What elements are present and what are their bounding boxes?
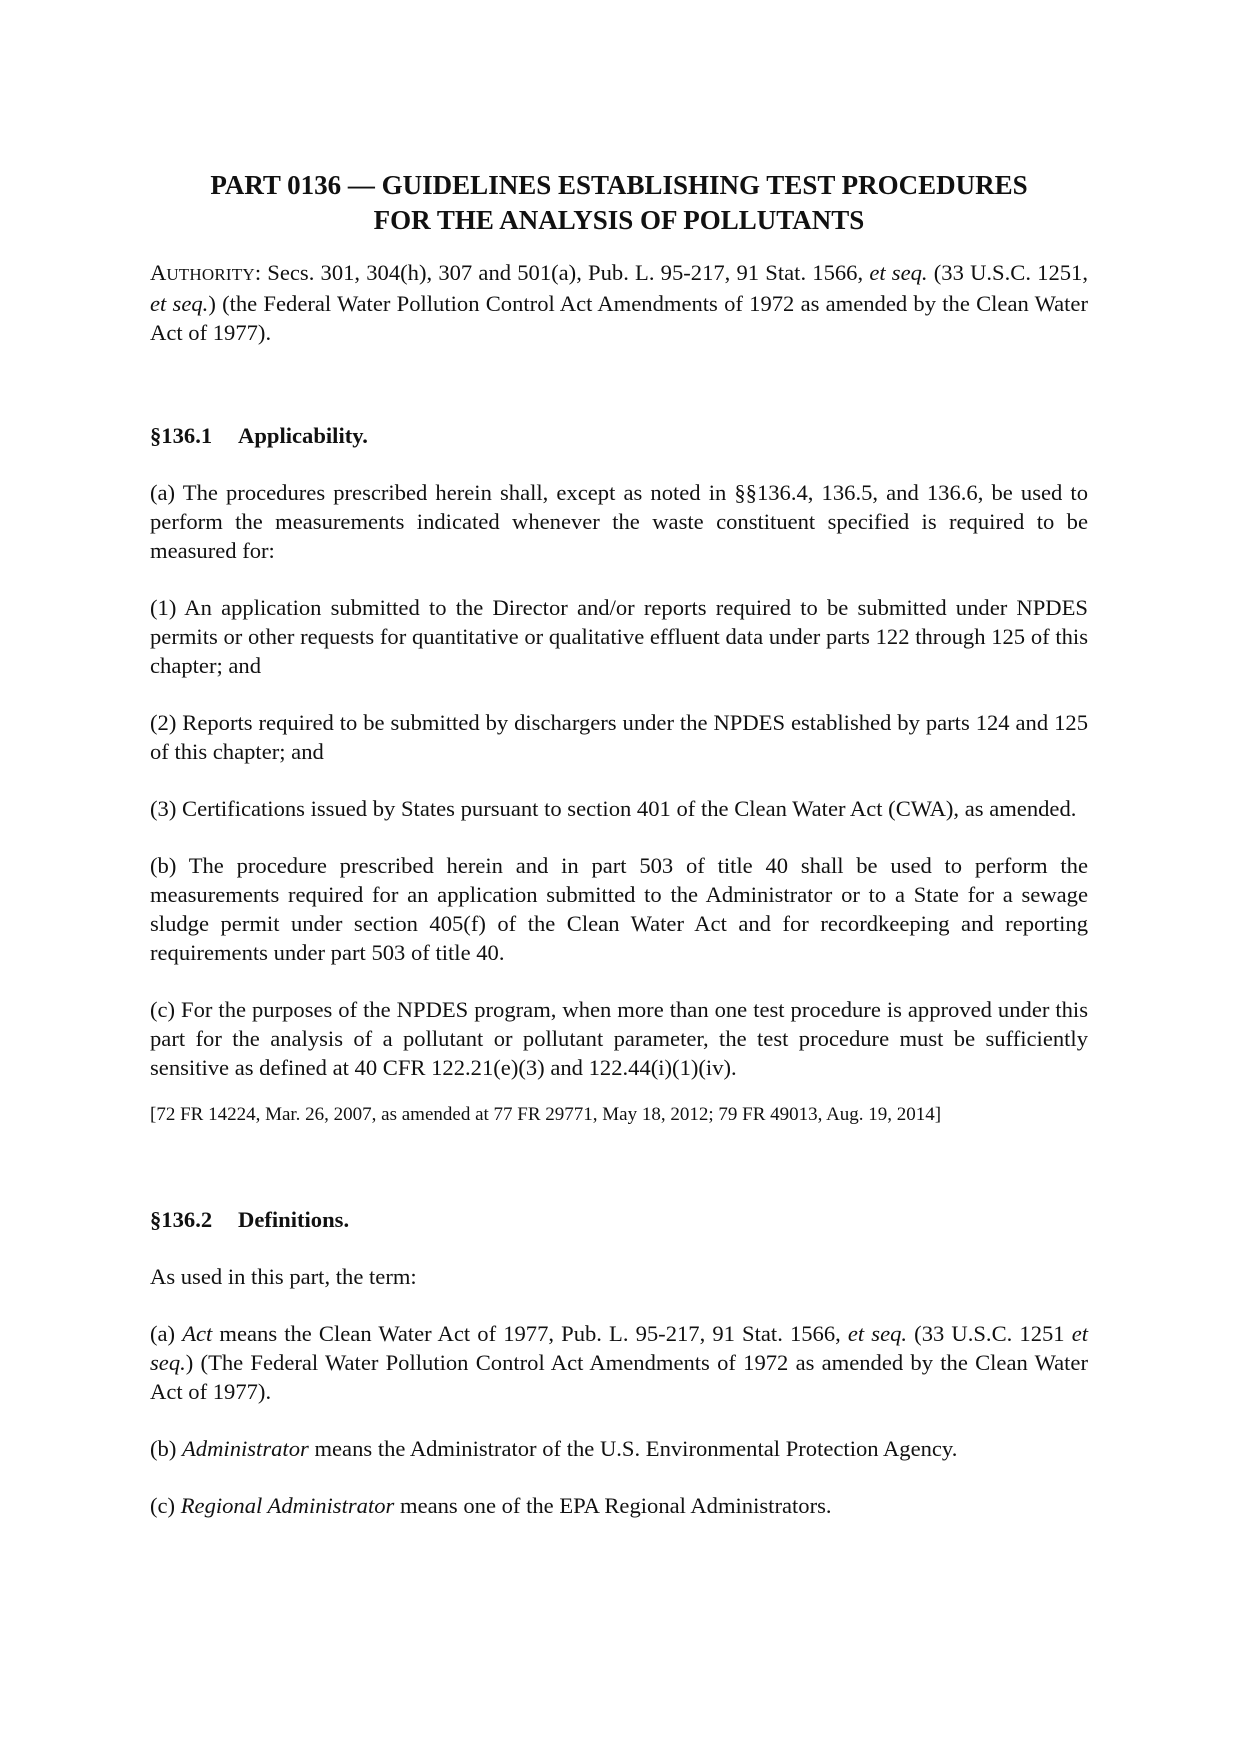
part-title [150,168,1088,238]
definition-regional-administrator-term: Regional Administrator [180,1493,395,1518]
definition-administrator-text: means the Administrator of the U.S. Environmental Protection Agency. [308,1436,958,1461]
section-136-1-heading [150,421,1088,450]
definition-administrator-term: Administrator [182,1436,309,1461]
authority-italic-2: et seq. [150,291,209,316]
section-136-1-para-a: (a) The procedures prescribed herein shall, except as noted in §§136.4, 136.5, and 136.6, be used to perform the measurements indicated whenever the waste constituent specified is required to be measured for: [150,480,1088,563]
authority-italic-1: et seq. [869,260,928,285]
section-136-2-number: §136.2 [150,1207,213,1232]
definition-act-prefix: (a) [150,1321,183,1346]
definition-act-text-3: ) (The Federal Water Pollution Control Act Amendments of 1972 as amended by the Clean Water Act of 1977). [150,1350,1088,1404]
authority-text-3: ) (the Federal Water Pollution Control Act Amendments of 1972 as amended by the Clean Water Act of 1977). [150,291,1088,345]
section-136-1-citation: [72 FR 14224, Mar. 26, 2007, as amended at 77 FR 29771, May 18, 2012; 79 FR 49013, Aug. 19, 2014] [150,1104,942,1125]
authority-label-rest: UTHORITY [166,265,255,284]
definition-act-text-1: means the Clean Water Act of 1977, Pub. L. 95-217, 91 Stat. 1566, [212,1321,848,1346]
section-136-1-number: §136.1 [150,423,213,448]
definition-act-text-2: (33 U.S.C. 1251 [907,1321,1072,1346]
authority-label-colon: : [254,260,262,285]
definition-regional-administrator-prefix: (c) [150,1493,181,1518]
definition-act-italic-1: et seq. [847,1321,908,1346]
section-136-1-title: Applicability. [238,423,368,448]
section-136-2-title: Definitions. [238,1207,350,1232]
definition-regional-administrator-text: means one of the EPA Regional Administrators. [394,1493,832,1518]
document-page [150,168,1088,1520]
definition-act-term: Act [182,1321,213,1346]
definition-act-italic-2: et seq. [150,1321,1088,1375]
part-title-line-1: PART 0136 — GUIDELINES ESTABLISHING TEST PROCEDURES [210,170,1028,200]
authority-text-1: Secs. 301, 304(h), 307 and 501(a), Pub. L. 95-217, 91 Stat. 1566, [261,260,870,285]
section-136-1-para-3: (3) Certifications issued by States pursuant to section 401 of the Clean Water Act (CWA), as amended. [150,796,1077,821]
section-136-2-intro: As used in this part, the term: [150,1264,417,1289]
authority-paragraph [150,258,1088,347]
section-136-1-para-2: (2) Reports required to be submitted by dischargers under the NPDES established by parts 124 and 125 of this chapter; and [150,710,1088,764]
section-136-2-heading [150,1205,1088,1234]
section-136-1-para-b: (b) The procedure prescribed herein and in part 503 of title 40 shall be used to perform the measurements required for an application submitted to the Administrator or to a State for a sewage sludge permit under section 405(f) of the Clean Water Act and for recordkeeping and reporting requirements under part 503 of title 40. [150,853,1088,965]
definition-administrator-prefix: (b) [150,1436,182,1461]
definition-regional-administrator [150,1491,1088,1520]
authority-text-2: (33 U.S.C. 1251, [927,260,1088,285]
section-136-1-para-1: (1) An application submitted to the Director and/or reports required to be submitted under NPDES permits or other requests for quantitative or qualitative effluent data under parts 122 through 125 of this chapter; and [150,595,1088,678]
section-136-1-para-c: (c) For the purposes of the NPDES program, when more than one test procedure is approved under this part for the analysis of a pollutant or pollutant parameter, the test procedure must be sufficiently sensitive as defined at 40 CFR 122.21(e)(3) and 122.44(i)(1)(iv). [150,997,1088,1080]
part-title-line-2: FOR THE ANALYSIS OF POLLUTANTS [373,205,865,235]
definition-administrator [150,1434,1088,1463]
authority-label-initial: A [150,260,167,285]
definition-act [150,1319,1088,1406]
